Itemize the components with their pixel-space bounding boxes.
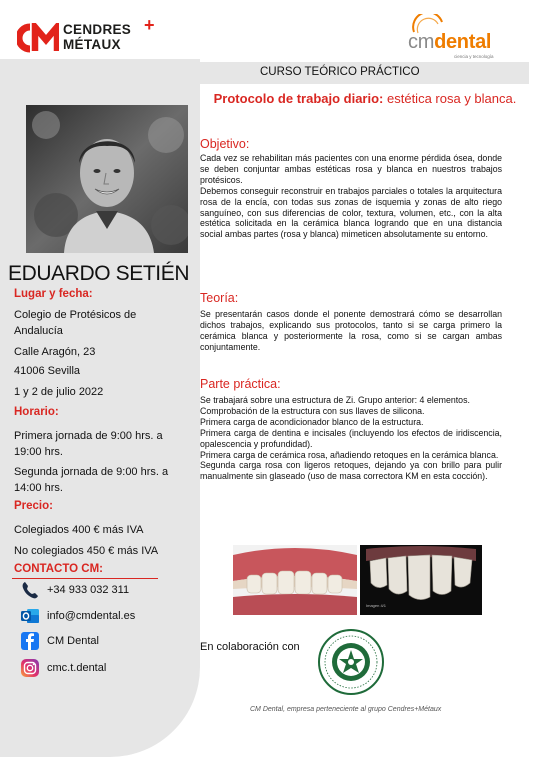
practice-line-6: Segunda carga rosa con ligeros retoques, dejando ya con brillo para pulir manualmente sin glaseado (uso de masa correctora KM en esta cocción).: [200, 460, 502, 482]
practice-line-3: Primera carga de acondicionador blanco de la estructura.: [200, 416, 424, 427]
facebook-icon: [20, 631, 40, 651]
schedule-label: Horario:: [14, 406, 59, 418]
contact-email[interactable]: info@cmdental.es: [47, 610, 136, 622]
price-label: Precio:: [14, 500, 53, 512]
place-date: 1 y 2 de julio 2022: [14, 386, 104, 398]
logo-plus: +: [144, 15, 155, 35]
outlook-icon: [20, 606, 40, 626]
place-line-4: 41006 Sevilla: [14, 365, 81, 377]
place-line-3: Calle Aragón, 23: [14, 346, 96, 358]
course-title-rest: estética rosa y blanca.: [383, 91, 517, 106]
theory-text: [200, 309, 502, 353]
price-non-members: No colegiados 450 € más IVA: [14, 545, 159, 557]
practice-line-5: Primera carga de cerámica rosa, añadiendo retoques en la cerámica blanca.: [200, 449, 499, 460]
practice-heading: Parte práctica:: [200, 377, 281, 391]
course-type: CURSO TEÓRICO PRÁCTICO: [260, 66, 420, 78]
theory-paragraph: Se presentarán casos donde el ponente demostrará cómo se desarrollan dichos trabajos, explicando sus protocolos, tanto si se carga primero la cerámica blanca y posteriormente la rosa, como si se cargan ambas conjuntamente.: [200, 309, 502, 352]
logo-text-metaux: MÉTAUX: [63, 37, 121, 52]
schedule-day2-line2: 14:00 hrs.: [14, 482, 63, 494]
theory-heading: Teoría:: [200, 291, 239, 305]
practice-line-2: Comprobación de la estructura con sus llaves de silicona.: [200, 405, 425, 416]
price-members: Colegiados 400 € más IVA: [14, 524, 144, 536]
speaker-name: EDUARDO SETIÉN: [8, 262, 190, 285]
course-title-bold: Protocolo de trabajo diario:: [213, 91, 384, 106]
practice-text: [200, 395, 502, 482]
dental-photo-teeth: [360, 545, 482, 615]
schedule-day1-line1: Primera jornada de 9:00 hrs. a: [14, 430, 163, 442]
contact-phone[interactable]: +34 933 032 311: [47, 584, 130, 596]
objective-text: [200, 153, 502, 240]
photo-caption: Imagen 4/1: [366, 603, 387, 608]
practice-line-4: Primera carga de dentina e incisales (incluyendo los efectos de iridiscencia, opalescencia y profundidad).: [200, 427, 502, 449]
college-seal-logo: [317, 628, 385, 696]
objective-heading: Objetivo:: [200, 137, 250, 151]
instagram-icon: [20, 658, 40, 678]
dental-photo-gums: [233, 545, 357, 615]
contact-instagram[interactable]: cmc.t.dental: [47, 662, 107, 674]
schedule-day2-line1: Segunda jornada de 9:00 hrs. a: [14, 466, 169, 478]
speaker-photo: [26, 105, 188, 253]
schedule-day1-line2: 19:00 hrs.: [14, 446, 63, 458]
collaboration-label: En colaboración con: [200, 641, 300, 653]
cmdental-wordmark: cmdental: [408, 31, 492, 53]
contact-label: CONTACTO CM:: [14, 563, 104, 575]
logo-text-cendres: CENDRES: [63, 22, 132, 37]
cendres-metaux-logo: [17, 15, 155, 55]
cmdental-tagline: ciencia y tecnología: [454, 54, 494, 59]
objective-paragraph-2: Debemos conseguir reconstruir en trabajos parciales o totales la arquitectura rosa de la encía, con todas sus zonas de isquemia y zonas de alto riego sanguíneo, con sus diferencias de color, textura, volumen, etc., con la alta estética solicitada en la cerámica blanca logrando que en una distancia social ambas partes (rosa y blanca) mimeticen absolutamente su entorno.: [200, 185, 502, 240]
cm-logo-icon: [17, 23, 59, 53]
phone-icon: [20, 580, 40, 600]
place-line-2: Andalucía: [14, 325, 63, 337]
footer-note: CM Dental, empresa perteneciente al grupo Cendres+Métaux: [250, 706, 442, 713]
practice-line-1: Se trabajará sobre una estructura de Zi. Grupo anterior: 4 elementos.: [200, 395, 470, 405]
place-label: Lugar y fecha:: [14, 288, 93, 300]
place-line-1: Colegio de Protésicos de: [14, 309, 137, 321]
objective-paragraph-1: Cada vez se rehabilitan más pacientes con una enorme pérdida ósea, donde se deben conjuntar ambas estéticas rosa y blanca en nuestros trabajos protésicos.: [200, 153, 502, 185]
cmdental-logo: [408, 14, 508, 58]
course-title: [205, 90, 525, 107]
contact-facebook[interactable]: CM Dental: [47, 635, 99, 647]
contact-divider: [12, 578, 158, 579]
